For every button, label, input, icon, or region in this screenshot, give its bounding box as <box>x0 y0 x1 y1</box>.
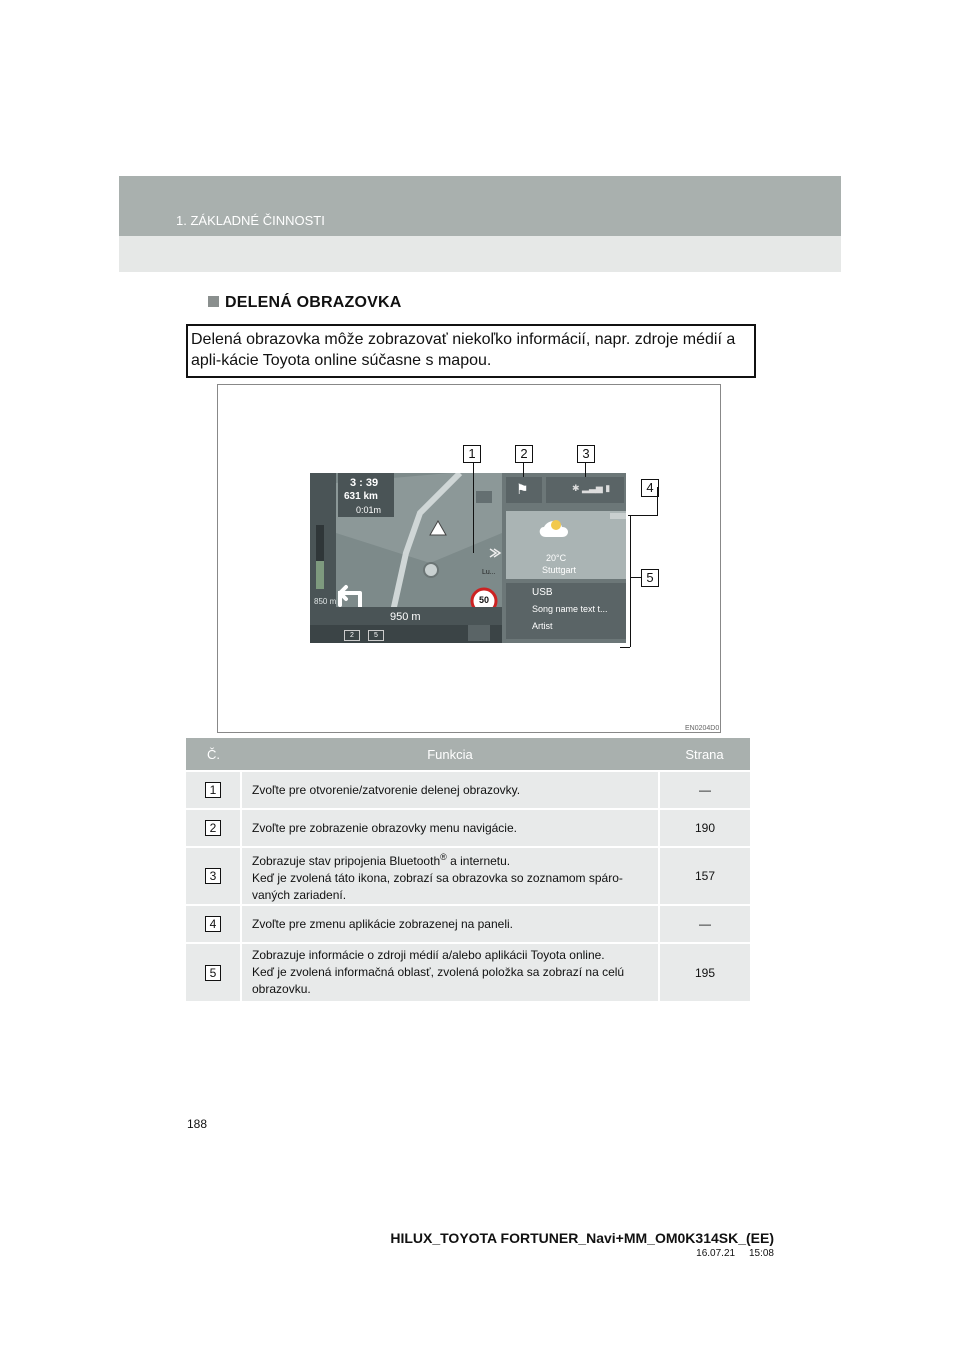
row-function-line: Keď je zvolená táto ikona, zobrazí sa obrazovka so zoznamom spáro- <box>252 870 623 885</box>
row-page: 195 <box>659 943 750 1001</box>
table-row <box>186 771 750 809</box>
registered-mark: ® <box>440 851 447 862</box>
row-function: Zvoľte pre zmenu aplikácie zobrazenej na paneli. <box>241 905 659 943</box>
footer-model: HILUX_TOYOTA FORTUNER_Navi+MM_OM0K314SK_(EE) <box>390 1230 774 1246</box>
speed-limit-sign: 50 <box>478 595 489 605</box>
header-page: Strana <box>659 738 750 771</box>
leader-line-4b <box>628 515 658 516</box>
header-subband <box>119 236 841 272</box>
header-function: Funkcia <box>241 738 659 771</box>
media-artist[interactable]: Artist <box>532 621 553 631</box>
table-row <box>186 943 750 1001</box>
row-function-line: Zobrazuje informácie o zdroji médií a/alebo aplikácii Toyota online. <box>252 948 605 962</box>
row-number: 2 <box>205 820 221 836</box>
section-title <box>208 294 402 312</box>
nav-turn-distance: 950 m <box>390 611 421 623</box>
nav-scale: 850 m <box>314 597 337 606</box>
row-function: Zvoľte pre otvorenie/zatvorenie delenej obrazovky. <box>241 771 659 809</box>
media-source[interactable]: USB <box>532 587 553 598</box>
row-function <box>241 847 659 905</box>
weather-city: Stuttgart <box>542 565 577 575</box>
callout-5: 5 <box>641 569 659 587</box>
leader-line-5a <box>630 577 642 578</box>
row-page: — <box>659 905 750 943</box>
row-function-line: obrazovku. <box>252 982 311 996</box>
intro-box: Delená obrazovka môže zobrazovať niekoľko informácií, napr. zdroje médií a apli-kácie Toyota online súčasne s mapou. <box>186 324 756 378</box>
nav-distance: 631 km <box>344 491 378 502</box>
section-title-text: DELENÁ OBRAZOVKA <box>225 294 402 311</box>
table-row <box>186 905 750 943</box>
leader-line-4a <box>657 487 658 515</box>
section-label: 1. ZÁKLADNÉ ČINNOSTI <box>176 213 325 228</box>
leader-line-3 <box>585 463 586 477</box>
row-function <box>241 943 659 1001</box>
nav-street: Lu... <box>482 569 496 576</box>
leader-line-5b <box>630 515 631 647</box>
row-number: 3 <box>205 868 221 884</box>
row-page: 157 <box>659 847 750 905</box>
nav-duration: 0:01m <box>356 505 382 515</box>
table-header-row <box>186 738 750 771</box>
leader-line-1 <box>473 463 474 553</box>
row-page: 190 <box>659 809 750 847</box>
table-row <box>186 809 750 847</box>
function-table <box>186 738 750 1001</box>
row-function: Zvoľte pre zobrazenie obrazovky menu navigácie. <box>241 809 659 847</box>
page-number: 188 <box>187 1117 208 1131</box>
callout-2: 2 <box>515 445 533 463</box>
nav-time: 3 : 39 <box>350 477 379 489</box>
callout-4: 4 <box>641 479 659 497</box>
callout-3: 3 <box>577 445 595 463</box>
nav-screen <box>310 473 626 643</box>
row-function-line: vaných zariadení. <box>252 887 347 902</box>
row-number: 1 <box>205 782 221 798</box>
media-song[interactable]: Song name text t... <box>532 604 608 614</box>
footer-date: 16.07.21 15:08 <box>696 1248 774 1259</box>
table-row <box>186 847 750 905</box>
lane-box-1: 2 <box>344 630 360 641</box>
lane-box-2: 5 <box>368 630 384 641</box>
callout-1: 1 <box>463 445 481 463</box>
leader-line-5c <box>620 647 630 648</box>
connection-status-icon[interactable]: ✱ ▂▃▅ ▮ <box>572 483 611 493</box>
figure-split-screen <box>217 384 721 733</box>
row-function-line: Zobrazuje stav pripojenia Bluetooth® a internetu. <box>252 851 511 868</box>
row-number: 5 <box>205 965 221 981</box>
header-no: Č. <box>186 738 241 771</box>
row-function-line: Keď je zvolená informačná oblasť, zvolená položka sa zobrazí na celú <box>252 965 625 979</box>
weather-temp: 20°C <box>546 553 567 563</box>
square-bullet-icon <box>208 296 219 307</box>
leader-line-2 <box>523 463 524 477</box>
figure-code: EN0204D0 <box>685 725 720 732</box>
row-number: 4 <box>205 916 221 932</box>
row-page: — <box>659 771 750 809</box>
destination-flag-icon[interactable]: ⚑ <box>516 481 529 497</box>
